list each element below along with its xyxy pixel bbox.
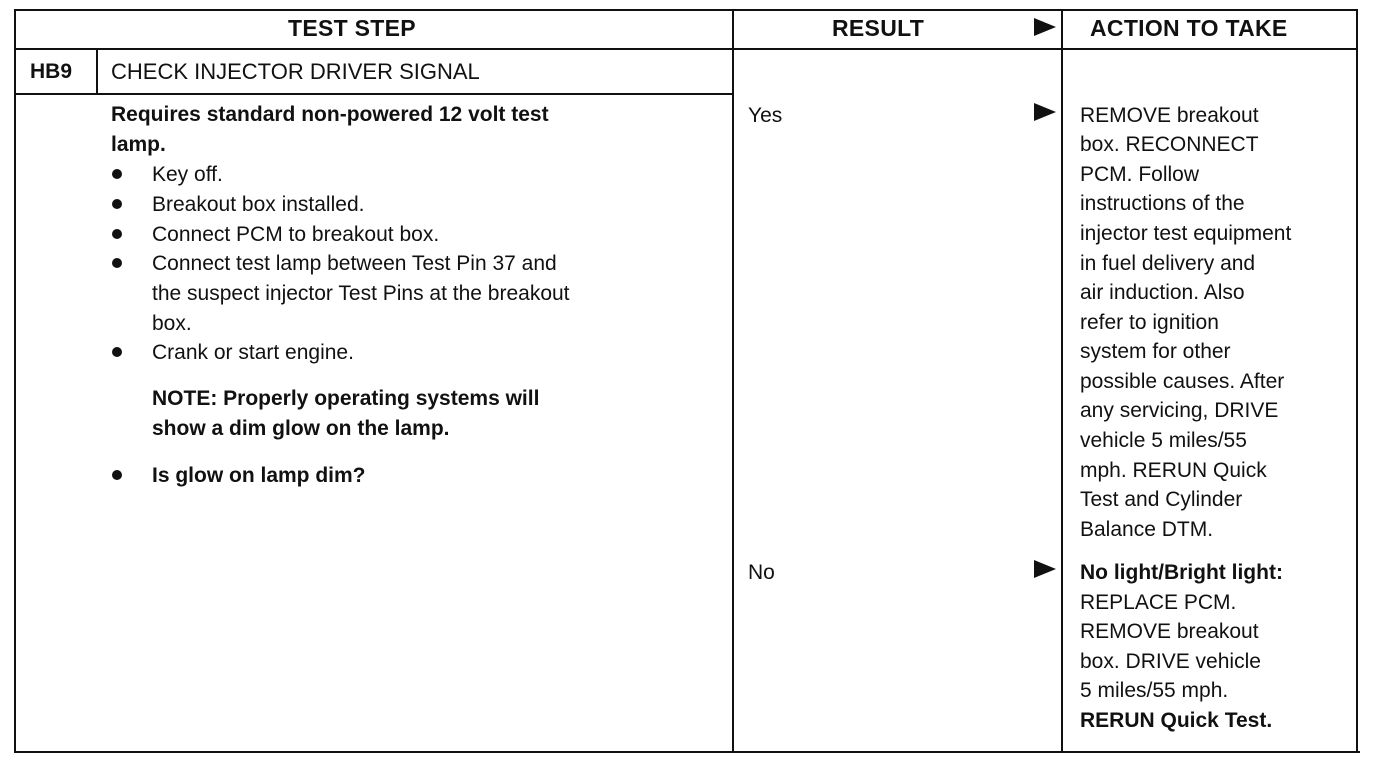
note-line: show a dim glow on the lamp. — [152, 417, 450, 440]
header-arrow-icon — [1034, 18, 1056, 36]
bullet-icon — [112, 169, 122, 179]
result-yes-label: Yes — [748, 104, 783, 127]
action-line: vehicle 5 miles/55 — [1080, 429, 1247, 452]
code-column-divider — [96, 48, 98, 95]
step-title: CHECK INJECTOR DRIVER SIGNAL — [111, 59, 480, 84]
action-heading: No light/Bright light: — [1080, 561, 1283, 584]
bullet-text: Key off. — [152, 163, 223, 186]
header-result: RESULT — [832, 15, 925, 41]
bullet-text: Crank or start engine. — [152, 341, 354, 364]
bullet-text: Connect test lamp between Test Pin 37 and — [152, 252, 557, 275]
action-line: air induction. Also — [1080, 281, 1245, 304]
action-line: REMOVE breakout — [1080, 620, 1259, 643]
action-line: mph. RERUN Quick — [1080, 459, 1267, 482]
action-line: RERUN Quick Test. — [1080, 709, 1273, 732]
step-code: HB9 — [30, 60, 73, 83]
action-line: PCM. Follow — [1080, 163, 1200, 186]
result-yes-arrow-icon — [1034, 103, 1056, 121]
action-line: in fuel delivery and — [1080, 252, 1256, 275]
header-test-step: TEST STEP — [288, 15, 416, 41]
table-top-border — [14, 9, 1358, 11]
action-line: refer to ignition — [1080, 311, 1219, 334]
bullet-icon — [112, 258, 122, 268]
bullet-text: the suspect injector Test Pins at the breakout — [152, 282, 570, 305]
action-line: REPLACE PCM. — [1080, 591, 1237, 614]
action-line: injector test equipment — [1080, 222, 1292, 245]
result-no-label: No — [748, 561, 775, 584]
bullet-icon — [112, 347, 122, 357]
table-bottom-border — [14, 751, 1360, 753]
header-bottom-border — [14, 48, 1358, 50]
bullet-icon — [112, 199, 122, 209]
action-line: 5 miles/55 mph. — [1080, 679, 1229, 702]
action-line: system for other — [1080, 340, 1231, 363]
bullet-text: box. — [152, 312, 192, 335]
table-left-border — [14, 9, 16, 753]
bullet-text: Breakout box installed. — [152, 193, 365, 216]
action-line: possible causes. After — [1080, 370, 1285, 393]
step-question: Is glow on lamp dim? — [152, 464, 366, 487]
table-right-border — [1356, 9, 1358, 753]
bullet-icon — [112, 229, 122, 239]
action-line: Test and Cylinder — [1080, 488, 1243, 511]
header-action-to-take: ACTION TO TAKE — [1090, 15, 1288, 41]
step-title-bottom-border — [14, 93, 734, 95]
action-line: box. RECONNECT — [1080, 133, 1259, 156]
step-requirement-line: lamp. — [111, 133, 166, 156]
action-line: any servicing, DRIVE — [1080, 399, 1279, 422]
note-line: NOTE: Properly operating systems will — [152, 387, 540, 410]
action-column-left-border — [1061, 9, 1063, 753]
action-line: Balance DTM. — [1080, 518, 1214, 541]
action-line: box. DRIVE vehicle — [1080, 650, 1261, 673]
result-column-left-border — [732, 9, 734, 753]
step-requirement-line: Requires standard non-powered 12 volt test — [111, 103, 549, 126]
result-no-arrow-icon — [1034, 560, 1056, 578]
action-line: REMOVE breakout — [1080, 104, 1259, 127]
bullet-icon — [112, 470, 122, 480]
action-line: instructions of the — [1080, 192, 1245, 215]
bullet-text: Connect PCM to breakout box. — [152, 223, 440, 246]
